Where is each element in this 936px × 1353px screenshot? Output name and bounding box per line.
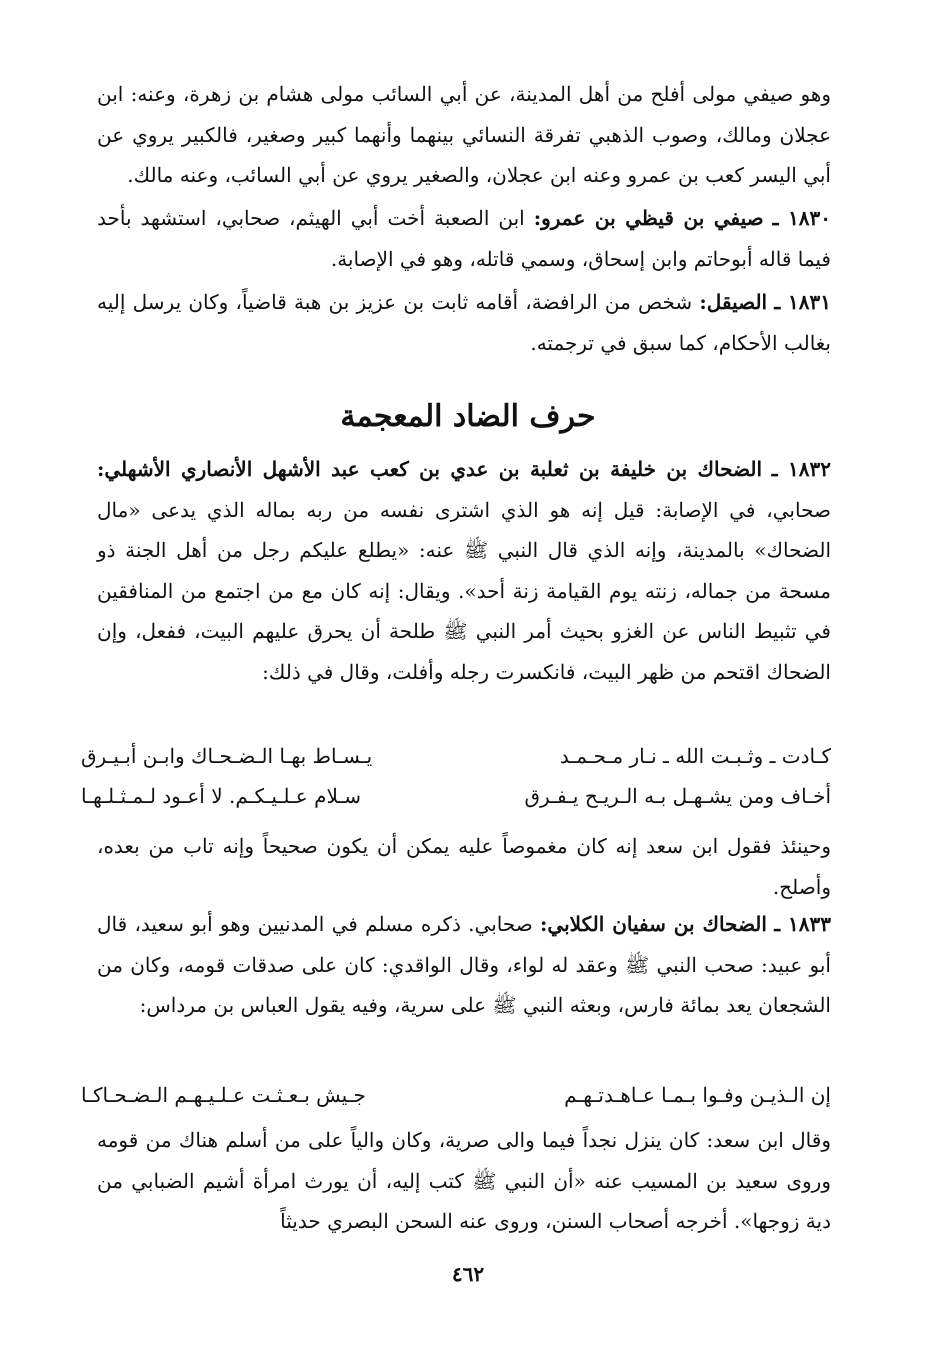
- poem-verse-3: [81, 1075, 831, 1115]
- paragraph-after-verse: [97, 826, 831, 907]
- entry-name: صيفي بن قيظي بن عمرو:: [533, 206, 764, 230]
- entry-1833: [97, 904, 831, 1026]
- poem-verse-2: [81, 776, 831, 816]
- verse-hemistich: إن الـذيـن وفـوا بـمـا عـاهـدتـهـم: [564, 1083, 831, 1107]
- entry-name: الضحاك بن خليفة بن ثعلبة بن عدي بن كعب عبد الأشهل الأنصاري الأشهلي:: [97, 457, 763, 481]
- entry-1832: [97, 449, 831, 692]
- entry-number: ١٨٣٢ ـ: [771, 457, 832, 481]
- entry-text: ابن الصعبة أخت أبي الهيثم، صحابي، استشهد بأحد فيما قاله أبوحاتم وابن إسحاق، وسمي قاتله، وهو في الإصابة.: [97, 206, 831, 271]
- entry-name: الضحاك بن سفيان الكلابي:: [540, 912, 767, 936]
- paragraph-intro-text: وهو صيفي مولى أفلح من أهل المدينة، عن أبي السائب مولى هشام بن زهرة، وعنه: ابن عجلان ومالك، وصوب الذهبي تفرقة النسائي بينهما وأنهما كبير وصغير، فالكبير يروي عن أبي اليسر كعب بن عمرو وعنه ابن عجلان، والصغير يروي عن أبي السائب، وعنه مالك.: [97, 82, 831, 187]
- verse-hemistich: جـيش بـعـثـت عـلـيـهـم الـضـحـاكـا: [81, 1083, 366, 1107]
- paragraph-last: [97, 1120, 831, 1242]
- entry-1830: [97, 198, 831, 279]
- verse-hemistich: كـادت ـ وثـبـت الله ـ نـار مـحـمـد: [559, 744, 831, 768]
- entry-text: صحابي. ذكره مسلم في المدنيين وهو أبو سعيد، قال أبو عبيد: صحب النبي ﷺ وعقد له لواء، وقال الواقدي: كان على صدقات قومه، وكان من الشجعان يعد بمائة فارس، وبعثه النبي ﷺ على سرية، وفيه يقول العباس بن مرداس:: [97, 912, 831, 1017]
- verse-hemistich: أخـاف ومن يشـهـل بـه الـريـح يـفـرق: [524, 784, 831, 808]
- verse-hemistich: يـسـاط بهـا الـضـحـاك وابـن أبـيـرق: [81, 744, 373, 768]
- entry-text: شخص من الرافضة، أقامه ثابت بن عزيز بن هبة قاضياً، وكان يرسل إليه بغالب الأحكام، كما سبق في ترجمته.: [97, 290, 831, 355]
- entry-number: ١٨٣١ ـ: [774, 290, 832, 314]
- paragraph-text: وقال ابن سعد: كان ينزل نجداً فيما والى صرية، وكان والياً على من أسلم هناك من قومه وروى سعيد بن المسيب عنه «أن النبي ﷺ كتب إليه، أن يورث امرأة أشيم الضبابي من دية زوجها». أخرجه أصحاب السنن، وروى عنه السحن البصري حديثاً: [97, 1128, 831, 1233]
- entry-text: صحابي، في الإصابة: قيل إنه هو الذي اشترى نفسه من ربه بماله الذي يدعى «مال الضحاك» بالمدينة، وإنه الذي قال النبي ﷺ عنه: «يطلع عليكم رجل من أهل الجنة ذو مسحة من جماله، زنته يوم القيامة زنة أحد». ويقال: إنه كان مع من اجتمع من المنافقين في تثبيط الناس عن الغزو بحيث أمر النبي ﷺ طلحة أن يحرق عليهم البيت، ففعل، وإن الضحاك اقتحم من ظهر البيت، فانكسرت رجله وأفلت، وقال في ذلك:: [97, 497, 831, 684]
- entry-1831: [97, 282, 831, 363]
- poem-verse-1: [81, 736, 831, 776]
- entry-name: الصيقل:: [699, 290, 768, 314]
- paragraph-text: وحينئذ فقول ابن سعد إنه كان مغموصاً عليه يمكن أن يكون صحيحاً وإنه تاب من بعده، وأصلح.: [97, 834, 831, 899]
- paragraph-intro: [97, 74, 831, 196]
- verse-hemistich: سـلام عـلـيـكـم. لا أعـود لـمـثـلـهـا: [81, 784, 362, 808]
- section-heading: حرف الضاد المعجمة: [340, 399, 596, 434]
- entry-number: ١٨٣٠ ـ: [772, 206, 832, 230]
- entry-number: ١٨٣٣ ـ: [774, 912, 831, 936]
- page-number: ٤٦٢: [451, 1262, 485, 1286]
